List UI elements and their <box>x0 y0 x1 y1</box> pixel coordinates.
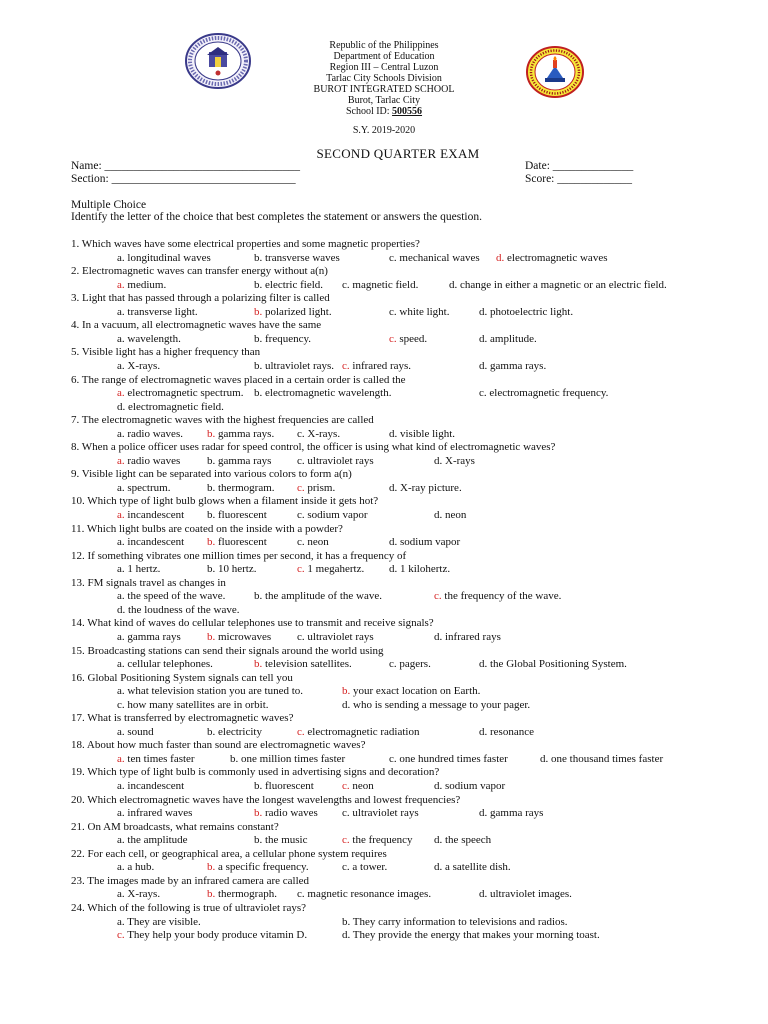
answer-choice <box>342 834 413 847</box>
header-school-name: BUROT INTEGRATED SCHOOL <box>313 84 455 95</box>
choice-text: polarized light. <box>262 305 332 318</box>
choice-text: d. photoelectric light. <box>479 305 574 318</box>
choice-text: infrared rays. <box>349 359 412 372</box>
answer-choice <box>342 360 411 373</box>
choice-text: a. They are visible. <box>117 915 201 928</box>
choice-text: d. the loudness of the wave. <box>117 603 240 616</box>
choice-text: a. 1 hertz. <box>117 563 161 576</box>
question-text: 2. Electromagnetic waves can transfer energy without a(n) <box>71 265 328 278</box>
correct-answer-letter: a. <box>117 387 125 400</box>
question-text: 11. Which light bulbs are coated on the inside with a powder? <box>71 522 343 535</box>
answer-choice <box>254 834 307 847</box>
answer-choice <box>207 631 271 644</box>
answer-choice <box>297 509 368 522</box>
answer-choice <box>117 753 195 766</box>
answer-choice <box>254 252 340 265</box>
correct-answer-letter: b. <box>207 861 216 874</box>
answer-choice <box>117 807 192 820</box>
choice-text: d. one thousand times faster <box>540 752 664 765</box>
header-department: Department of Education <box>333 51 435 62</box>
school-id-label: School ID: <box>345 106 393 117</box>
choice-text: a. a hub. <box>117 861 155 874</box>
instructions-text: Identify the letter of the choice that best completes the statement or answers the question. <box>71 211 482 223</box>
answer-choice <box>117 780 184 793</box>
answer-choice <box>342 699 530 712</box>
choice-text: b. the music <box>254 834 308 847</box>
correct-answer-letter: b. <box>342 685 351 698</box>
choice-text: a. radio waves. <box>117 427 183 440</box>
answer-choice <box>117 428 183 441</box>
question-text: 23. The images made by an infrared camera are called <box>71 874 310 887</box>
choice-text: electromagnetic waves <box>504 251 608 264</box>
date-field: Date: ______________ <box>525 160 634 172</box>
choice-text: d. change in either a magnetic or an electric field. <box>449 278 667 291</box>
choice-text: d. sodium vapor <box>434 780 506 792</box>
question-text: 8. When a police officer uses radar for speed control, the officer is using what kind of electromagnetic waves? <box>71 441 556 454</box>
question-text: 5. Visible light has a higher frequency than <box>71 346 261 359</box>
answer-choice <box>389 658 431 671</box>
correct-answer-letter: c. <box>389 332 397 345</box>
choice-text: electromagnetic radiation <box>304 725 420 738</box>
choice-text: a. wavelength. <box>117 332 181 345</box>
choice-text: a. the speed of the wave. <box>117 590 226 603</box>
question-text: 22. For each cell, or geographical area, a cellular phone system requires <box>71 847 387 860</box>
answer-choice <box>389 252 480 265</box>
answer-choice <box>207 861 309 874</box>
answer-choice <box>389 536 460 549</box>
answer-choice <box>342 780 374 793</box>
answer-choice <box>297 563 364 576</box>
answer-choice <box>479 658 627 671</box>
choice-text: radio waves <box>124 454 181 467</box>
choice-text: a. X-rays. <box>117 359 161 372</box>
choice-text: d. resonance <box>479 725 534 738</box>
correct-answer-letter: a. <box>117 454 125 467</box>
section-field: Section: ________________________________ <box>71 173 296 185</box>
answer-choice <box>117 590 225 603</box>
answer-choice <box>389 333 427 346</box>
question-text: 6. The range of electromagnetic waves placed in a certain order is called the <box>71 373 406 386</box>
header-school-year: S.Y. 2019-2020 <box>352 125 416 136</box>
choice-text: a. sound <box>117 725 154 738</box>
answer-choice <box>117 658 213 671</box>
answer-choice <box>434 509 466 522</box>
answer-choice <box>117 306 198 319</box>
answer-choice <box>434 590 561 603</box>
choice-text: d. gamma rays. <box>479 359 547 372</box>
correct-answer-letter: b. <box>207 427 216 440</box>
choice-text: d. 1 kilohertz. <box>389 563 451 576</box>
answer-choice <box>479 306 573 319</box>
answer-choice <box>117 888 160 901</box>
answer-choice <box>297 888 431 901</box>
choice-text: b. 10 hertz. <box>207 563 257 576</box>
choice-text: c. mechanical waves <box>389 251 480 264</box>
answer-choice <box>207 509 267 522</box>
answer-choice <box>297 482 335 495</box>
correct-answer-letter: c. <box>342 780 350 792</box>
choice-text: d. amplitude. <box>479 332 537 345</box>
answer-choice <box>117 360 160 373</box>
answer-choice <box>117 726 154 739</box>
correct-answer-letter: b. <box>207 888 216 901</box>
question-text: 4. In a vacuum, all electromagnetic waves have the same <box>71 319 322 332</box>
choice-text: b. the amplitude of the wave. <box>254 590 382 603</box>
choice-text: c. pagers. <box>389 658 431 671</box>
answer-choice <box>342 861 387 874</box>
choice-text: d. the speech <box>434 834 492 847</box>
choice-text: d. a satellite dish. <box>434 861 511 874</box>
choice-text: d. X-rays <box>434 454 475 467</box>
choice-text: b. fluorescent <box>207 509 267 521</box>
answer-choice <box>297 536 329 549</box>
answer-choice <box>254 306 332 319</box>
choice-text: 1 megahertz. <box>304 563 365 576</box>
answer-choice <box>389 753 508 766</box>
school-id-value: 500556 <box>392 106 423 117</box>
answer-choice <box>389 563 450 576</box>
choice-text: medium. <box>124 278 167 291</box>
choice-text: c. ultraviolet rays <box>297 630 374 643</box>
answer-choice <box>117 563 160 576</box>
answer-choice <box>117 536 184 549</box>
choice-text: b. one million times faster <box>230 752 346 765</box>
answer-choice <box>297 726 419 739</box>
answer-choice <box>207 726 262 739</box>
answer-choice <box>342 916 568 929</box>
correct-answer-letter: c. <box>297 481 305 494</box>
choice-text: prism. <box>304 481 336 494</box>
choice-text: c. X-rays. <box>297 427 341 440</box>
answer-choice <box>117 604 240 617</box>
choice-text: incandescent <box>124 509 185 521</box>
choice-text: b. ultraviolet rays. <box>254 359 335 372</box>
choice-text: thermograph. <box>215 888 277 901</box>
answer-choice <box>207 536 267 549</box>
answer-choice <box>117 916 201 929</box>
answer-choice <box>254 387 391 400</box>
correct-answer-letter: b. <box>207 536 216 549</box>
question-text: 19. Which type of light bulb is commonly used in advertising signs and decoration? <box>71 766 440 779</box>
answer-choice <box>117 685 303 698</box>
choice-text: c. ultraviolet rays <box>297 454 374 467</box>
answer-choice <box>117 252 211 265</box>
answer-choice <box>297 455 374 468</box>
answer-choice <box>479 888 572 901</box>
question-text: 16. Global Positioning System signals can tell you <box>71 671 293 684</box>
header-region: Region III – Central Luzon <box>329 62 439 73</box>
answer-choice <box>207 563 256 576</box>
question-text: 21. On AM broadcasts, what remains constant? <box>71 820 279 833</box>
choice-text: b. They carry information to televisions and radios. <box>342 915 568 928</box>
section-heading: Multiple Choice <box>71 199 147 211</box>
choice-text: the frequency <box>349 834 413 847</box>
choice-text: b. gamma rays <box>207 454 272 467</box>
choice-text: They help your body produce vitamin D. <box>124 929 308 942</box>
answer-choice <box>479 387 608 400</box>
choice-text: c. how many satellites are in orbit. <box>117 698 269 711</box>
answer-choice <box>254 590 382 603</box>
correct-answer-letter: b. <box>254 658 263 671</box>
choice-text: radio waves <box>262 807 318 820</box>
answer-choice <box>117 455 180 468</box>
answer-choice <box>479 333 537 346</box>
answer-choice <box>117 509 184 522</box>
choice-text: a. X-rays. <box>117 888 161 901</box>
answer-choice <box>479 807 543 820</box>
question-text: 18. About how much faster than sound are electromagnetic waves? <box>71 739 366 752</box>
choice-text: your exact location on Earth. <box>350 685 481 698</box>
answer-choice <box>117 929 307 942</box>
choice-text: c. magnetic resonance images. <box>297 888 432 901</box>
exam-title: SECOND QUARTER EXAM <box>316 146 480 161</box>
answer-choice <box>254 333 311 346</box>
answer-choice <box>449 279 667 292</box>
score-field: Score: _____________ <box>525 173 633 185</box>
choice-text: a. gamma rays <box>117 630 181 643</box>
correct-answer-letter: a. <box>117 509 125 521</box>
answer-choice <box>207 428 274 441</box>
choice-text: d. sodium vapor <box>389 536 461 549</box>
choice-text: b. thermogram. <box>207 481 275 494</box>
correct-answer-letter: b. <box>207 630 216 643</box>
choice-text: television satellites. <box>262 658 352 671</box>
answer-choice <box>254 807 318 820</box>
answer-choice <box>254 279 323 292</box>
choice-text: d. who is sending a message to your pager. <box>342 698 531 711</box>
choice-text: microwaves <box>215 630 272 643</box>
answer-choice <box>117 834 188 847</box>
choice-text: d. gamma rays <box>479 807 544 820</box>
choice-text: c. neon <box>297 536 329 549</box>
choice-text: neon <box>349 780 374 792</box>
choice-text: d. visible light. <box>389 427 455 440</box>
correct-answer-letter: d. <box>496 251 505 264</box>
answer-choice <box>389 428 455 441</box>
choice-text: b. fluorescent <box>254 780 314 792</box>
correct-answer-letter: c. <box>342 359 350 372</box>
choice-text: b. transverse waves <box>254 251 340 264</box>
correct-answer-letter: c. <box>342 834 350 847</box>
answer-choice <box>117 401 224 414</box>
answer-choice <box>117 279 166 292</box>
correct-answer-letter: a. <box>117 278 125 291</box>
choice-text: d. electromagnetic field. <box>117 400 224 413</box>
answer-choice <box>207 482 275 495</box>
choice-text: d. the Global Positioning System. <box>479 658 627 671</box>
choice-text: b. frequency. <box>254 332 312 345</box>
correct-answer-letter: c. <box>434 590 442 603</box>
choice-text: c. sodium vapor <box>297 509 368 521</box>
correct-answer-letter: a. <box>117 752 125 765</box>
answer-choice <box>479 726 534 739</box>
choice-text: a. spectrum. <box>117 481 171 494</box>
answer-choice <box>389 482 462 495</box>
choice-text: c. a tower. <box>342 861 388 874</box>
question-text: 20. Which electromagnetic waves have the longest wavelengths and lowest frequencies? <box>71 793 461 806</box>
choice-text: a. what television station you are tuned to. <box>117 685 304 698</box>
question-text: 24. Which of the following is true of ultraviolet rays? <box>71 901 307 914</box>
answer-choice <box>434 861 511 874</box>
header-country: Republic of the Philippines <box>329 40 439 51</box>
answer-choice <box>297 631 374 644</box>
question-text: 17. What is transferred by electromagnetic waves? <box>71 712 294 725</box>
answer-choice <box>254 360 334 373</box>
answer-choice <box>496 252 607 265</box>
choice-text: c. magnetic field. <box>342 278 419 291</box>
answer-choice <box>230 753 345 766</box>
answer-choice <box>342 929 600 942</box>
choice-text: ten times faster <box>124 752 195 765</box>
question-text: 7. The electromagnetic waves with the highest frequencies are called <box>71 414 374 427</box>
choice-text: a. longitudinal waves <box>117 251 211 264</box>
answer-choice <box>479 360 546 373</box>
question-text: 15. Broadcasting stations can send their signals around the world using <box>71 644 384 657</box>
choice-text: a. infrared waves <box>117 807 193 820</box>
correct-answer-letter: b. <box>254 305 263 318</box>
answer-choice <box>207 455 271 468</box>
choice-text: d. neon <box>434 509 467 521</box>
choice-text: a specific frequency. <box>215 861 309 874</box>
header-division: Tarlac City Schools Division <box>326 73 442 84</box>
answer-choice <box>117 387 243 400</box>
choice-text: b. electric field. <box>254 278 324 291</box>
choice-text: a. incandescent <box>117 780 185 792</box>
answer-choice <box>117 699 269 712</box>
question-text: 10. Which type of light bulb glows when a filament inside it gets hot? <box>71 495 379 508</box>
name-field: Name: __________________________________ <box>71 160 301 172</box>
choice-text: d. infrared rays <box>434 630 501 643</box>
choice-text: c. one hundred times faster <box>389 752 508 765</box>
answer-choice <box>117 482 170 495</box>
choice-text: c. electromagnetic frequency. <box>479 387 609 400</box>
choice-text: the frequency of the wave. <box>441 590 562 603</box>
choice-text: b. electricity <box>207 725 262 738</box>
answer-choice <box>117 861 154 874</box>
correct-answer-letter: b. <box>254 807 263 820</box>
choice-text: fluorescent <box>215 536 267 549</box>
answer-choice <box>254 780 314 793</box>
choice-text: d. ultraviolet images. <box>479 888 572 901</box>
answer-choice <box>117 333 181 346</box>
choice-text: a. incandescent <box>117 536 185 549</box>
choice-text: d. They provide the energy that makes your morning toast. <box>342 929 600 942</box>
correct-answer-letter: c. <box>297 725 305 738</box>
answer-choice <box>342 279 418 292</box>
question-text: 1. Which waves have some electrical properties and some magnetic properties? <box>71 238 420 250</box>
answer-choice <box>389 306 450 319</box>
choice-text: electromagnetic spectrum. <box>124 387 244 400</box>
header-school-id <box>0 106 768 117</box>
answer-choice <box>207 888 277 901</box>
question-text: 13. FM signals travel as changes in <box>71 576 226 589</box>
choice-text: c. white light. <box>389 305 450 318</box>
question-text: 3. Light that has passed through a polarizing filter is called <box>71 292 330 305</box>
answer-choice <box>297 428 340 441</box>
answer-choice <box>117 631 181 644</box>
answer-choice <box>342 807 419 820</box>
choice-text: a. transverse light. <box>117 305 198 318</box>
answer-choice <box>434 834 491 847</box>
question-text: 14. What kind of waves do cellular telephones use to transmit and receive signals? <box>71 617 434 630</box>
correct-answer-letter: c. <box>297 563 305 576</box>
choice-text: d. X-ray picture. <box>389 481 462 494</box>
answer-choice <box>434 631 501 644</box>
answer-choice <box>540 753 663 766</box>
answer-choice <box>342 685 480 698</box>
header-address: Burot, Tarlac City <box>347 95 421 106</box>
choice-text: a. cellular telephones. <box>117 658 213 671</box>
answer-choice <box>434 780 505 793</box>
question-text: 9. Visible light can be separated into various colors to form a(n) <box>71 468 352 481</box>
answer-choice <box>434 455 475 468</box>
choice-text: gamma rays. <box>215 427 275 440</box>
choice-text: speed. <box>396 332 428 345</box>
choice-text: b. electromagnetic wavelength. <box>254 387 392 400</box>
answer-choice <box>254 658 352 671</box>
correct-answer-letter: c. <box>117 929 125 942</box>
choice-text: c. ultraviolet rays <box>342 807 419 820</box>
question-text: 12. If something vibrates one million times per second, it has a frequency of <box>71 549 407 562</box>
choice-text: a. the amplitude <box>117 834 188 847</box>
